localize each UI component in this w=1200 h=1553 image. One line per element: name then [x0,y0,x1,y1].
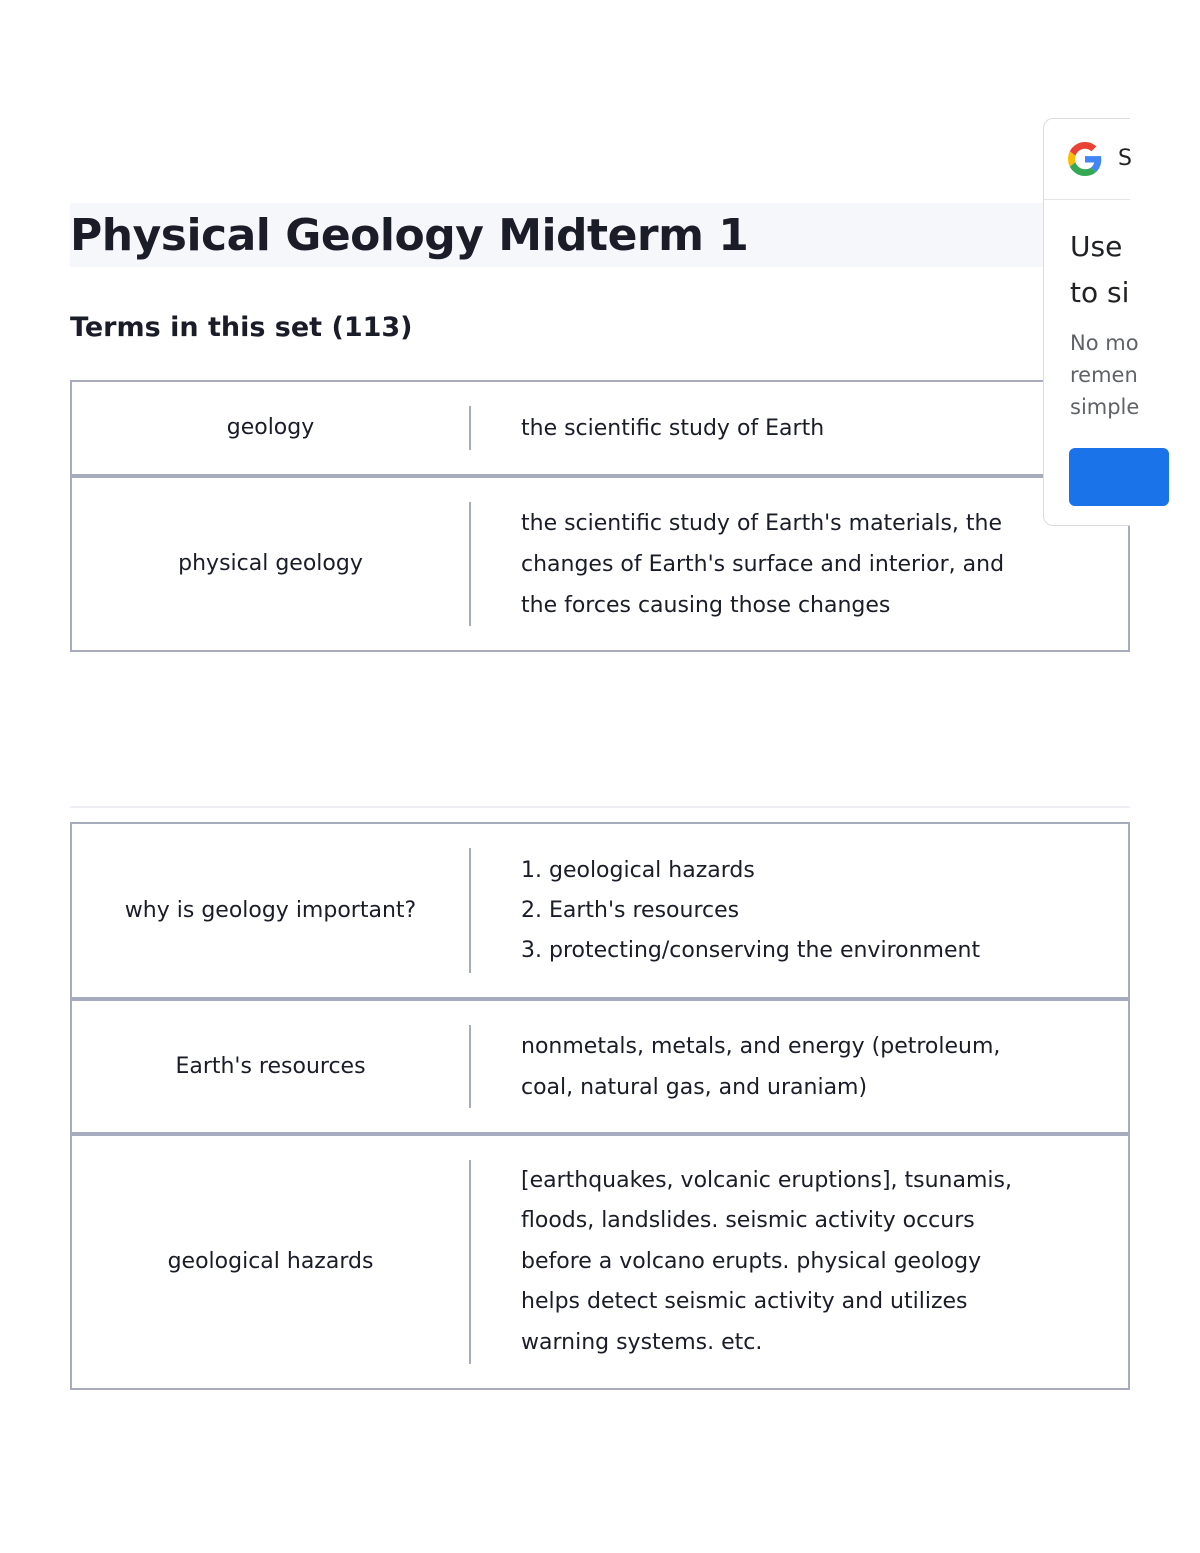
flashcard-row[interactable] [72,997,1128,1132]
popup-header [1044,119,1130,200]
popup-subtitle-line: No mo [1070,331,1139,355]
popup-title-line: Use [1070,230,1123,263]
definition-text [471,1026,1128,1108]
definition-text [471,503,1128,626]
flashcard-row[interactable] [72,824,1128,997]
definition-line: coal, natural gas, and uraniam) [521,1074,868,1100]
definition-line: 1. geological hazards [521,857,755,883]
definition-line: the forces causing those changes [521,592,891,618]
popup-subtitle [1070,327,1139,423]
definition-line: helps detect seismic activity and utilizes [521,1289,968,1315]
definition-line: before a volcano erupts. physical geology [521,1248,982,1274]
term-text: geological hazards [167,1249,374,1274]
flashcard-row[interactable] [72,1132,1128,1388]
popup-title-line: to si [1070,276,1130,309]
section-divider [70,806,1130,808]
definition-line: [earthquakes, volcanic eruptions], tsunamis, [521,1167,1012,1193]
popup-continue-button[interactable] [1069,448,1169,506]
flashcard-row[interactable] [72,474,1128,650]
card-group-2 [70,822,1130,1390]
popup-subtitle-line: remen [1070,363,1138,387]
definition-line: 2. Earth's resources [521,897,740,923]
popup-subtitle-line: simple [1070,395,1140,419]
definition-line: the scientific study of Earth's materials, the [521,510,1003,536]
popup-title [1070,224,1129,316]
google-g-icon [1068,142,1102,176]
page-title: Physical Geology Midterm 1 [70,210,749,261]
term-text: Earth's resources [175,1053,366,1079]
term-text: physical geology [178,551,363,576]
card-group-1 [70,380,1130,652]
terms-heading: Terms in this set (113) [70,312,413,343]
definition-text [471,851,1128,971]
definition-text [471,408,1128,449]
definition-line: the scientific study of Earth [521,415,825,441]
term-text: geology [226,415,315,440]
definition-line: warning systems. etc. [521,1329,763,1355]
definition-line: floods, landslides. seismic activity occurs [521,1208,975,1234]
term-text: why is geology important? [124,897,417,923]
flashcard-row[interactable] [72,382,1128,474]
definition-line: nonmetals, metals, and energy (petroleum, [521,1033,1001,1059]
definition-text [471,1161,1128,1364]
definition-line: changes of Earth's surface and interior, and [521,551,1005,577]
definition-line: 3. protecting/conserving the environment [521,937,981,963]
popup-header-text: S [1118,146,1132,171]
google-signin-popup[interactable] [1043,118,1140,526]
